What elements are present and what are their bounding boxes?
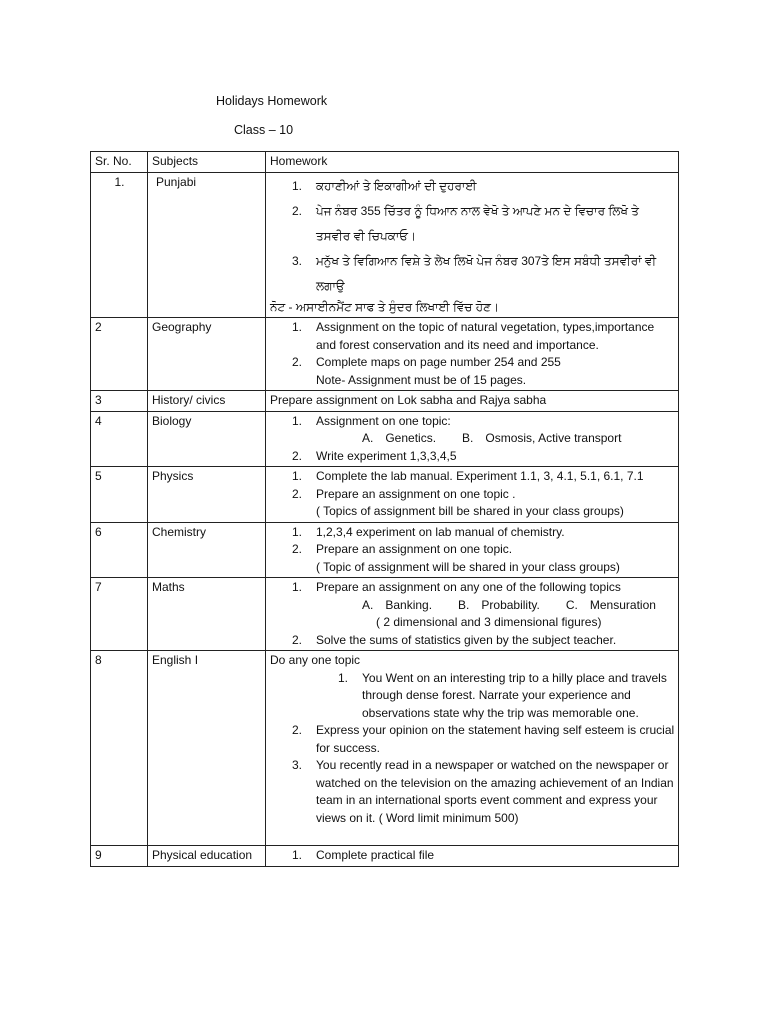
sr-no: 8 — [91, 651, 148, 846]
sub-topic-line: A. Genetics. B. Osmosis, Active transport — [362, 431, 622, 445]
subject-name: Biology — [148, 411, 266, 467]
sub-topic-note: ( 2 dimensional and 3 dimensional figures) — [376, 615, 602, 629]
sub-topic-line: A. Banking. B. Probability. C. Mensuration — [362, 597, 656, 612]
homework-cell — [266, 172, 679, 318]
list-item: 2. Express your opinion on the statement having self esteem is crucial for success. — [292, 723, 675, 755]
sr-no: 9 — [91, 846, 148, 867]
table-row — [91, 578, 679, 651]
homework-note: ( Topic of assignment will be shared in your class groups) — [316, 559, 620, 574]
homework-note: ਨੋਟ - ਅਸਾਈਨਮੈਂਟ ਸਾਫ ਤੇ ਸੁੰਦਰ ਲਿਖਾਈ ਵਿੱਚ ਹੋਣ। — [270, 299, 500, 314]
header-homework: Homework — [266, 152, 679, 173]
list-item: 1. Complete the lab manual. Experiment 1.1, 3, 4.1, 5.1, 6.1, 7.1 — [292, 469, 644, 483]
sr-no: 3 — [91, 391, 148, 412]
list-item: 2. ਪੇਜ ਨੰਬਰ 355 ਚਿੱਤਰ ਨੂੰ ਧਿਆਨ ਨਾਲ ਵੇਖੋ ਤੇ ਆਪਣੇ ਮਨ ਦੇ ਵਿਚਾਰ ਲਿਖੋ ਤੇ ਤਸਵੀਰ ਵੀ ਚਿਪਕਾਓ। — [292, 203, 639, 243]
homework-cell — [266, 467, 679, 523]
table-row — [91, 846, 679, 867]
homework-cell — [266, 578, 679, 651]
table-row — [91, 411, 679, 467]
homework-cell — [266, 411, 679, 467]
homework-cell — [266, 318, 679, 391]
subject-name: Chemistry — [148, 522, 266, 578]
sr-no: 4 — [91, 411, 148, 467]
homework-list — [270, 448, 675, 466]
homework-list — [270, 524, 675, 559]
subject-name: English I — [148, 651, 266, 846]
homework-table — [90, 151, 679, 867]
list-item: 2. Prepare an assignment on one topic . — [292, 486, 516, 501]
list-item: 1. ਕਹਾਣੀਆਂ ਤੇ ਇਕਾਗੀਆਂ ਦੀ ਦੁਹਰਾਈ — [292, 178, 477, 193]
homework-cell: Prepare assignment on Lok sabha and Rajya sabha — [266, 391, 679, 412]
list-item: 1. 1,2,3,4 experiment on lab manual of chemistry. — [292, 524, 565, 539]
list-item: 2. Write experiment 1,3,3,4,5 — [292, 448, 457, 463]
homework-list — [270, 319, 675, 372]
subject-name: Maths — [148, 578, 266, 651]
homework-list — [270, 174, 675, 299]
subject-name: Punjabi — [148, 172, 266, 318]
sr-no: 2 — [91, 318, 148, 391]
header-subjects: Subjects — [148, 152, 266, 173]
sr-no: 5 — [91, 467, 148, 523]
homework-list — [270, 632, 675, 650]
list-item: 1. Assignment on one topic: — [292, 413, 451, 428]
homework-intro: Do any one topic — [270, 653, 361, 667]
homework-cell — [266, 651, 679, 846]
list-item: 1. You Went on an interesting trip to a hilly place and travels through dense forest. Narrate your experience and observations state why the trip was memorable one. — [338, 670, 667, 720]
homework-list — [270, 413, 675, 431]
subject-name: Geography — [148, 318, 266, 391]
list-item: 2. Complete maps on page number 254 and 255 — [292, 355, 561, 369]
homework-list — [270, 468, 675, 503]
table-row — [91, 651, 679, 846]
document-title: Holidays Homework — [216, 94, 328, 108]
homework-note: Note- Assignment must be of 15 pages. — [316, 372, 527, 387]
list-item: 2. Prepare an assignment on one topic. — [292, 542, 513, 556]
homework-cell — [266, 522, 679, 578]
subject-name: History/ civics — [148, 391, 266, 412]
table-header-row — [91, 152, 679, 173]
list-item: 1. Prepare an assignment on any one of the following topics — [292, 580, 621, 594]
sr-no: 1. — [91, 172, 148, 318]
list-item: 3. ਮਨੁੱਖ ਤੇ ਵਿਗਿਆਨ ਵਿਸ਼ੇ ਤੇ ਲੇਖ ਲਿਖੋ ਪੇਜ ਨੰਬਰ 307ਤੇ ਇਸ ਸਬੰਧੀ ਤਸਵੀਰਾਂ ਵੀ ਲਗਾਉ — [292, 253, 657, 293]
subject-name: Physics — [148, 467, 266, 523]
list-item: 1. Assignment on the topic of natural vegetation, types,importance and forest conservation and its need and importance. — [292, 320, 655, 352]
list-item: 1. Complete practical file — [292, 848, 435, 862]
table-row — [91, 391, 679, 412]
homework-list — [270, 847, 675, 865]
list-item: 2. Solve the sums of statistics given by the subject teacher. — [292, 632, 617, 647]
homework-list — [270, 579, 675, 597]
sr-no: 7 — [91, 578, 148, 651]
table-row — [91, 522, 679, 578]
list-item: 3. You recently read in a newspaper or watched on the newspaper or watched on the television on the amazing achievement of an Indian team in an international sports event comment and express your views on it. ( Word limit minimum 500) — [292, 758, 674, 825]
table-row — [91, 172, 679, 318]
homework-cell — [266, 846, 679, 867]
table-row — [91, 318, 679, 391]
homework-list — [270, 670, 675, 828]
sr-no: 6 — [91, 522, 148, 578]
table-row — [91, 467, 679, 523]
homework-note: ( Topics of assignment bill be shared in your class groups) — [316, 504, 624, 518]
header-sr-no: Sr. No. — [91, 152, 148, 173]
class-label: Class – 10 — [234, 123, 294, 137]
subject-name: Physical education — [148, 846, 266, 867]
